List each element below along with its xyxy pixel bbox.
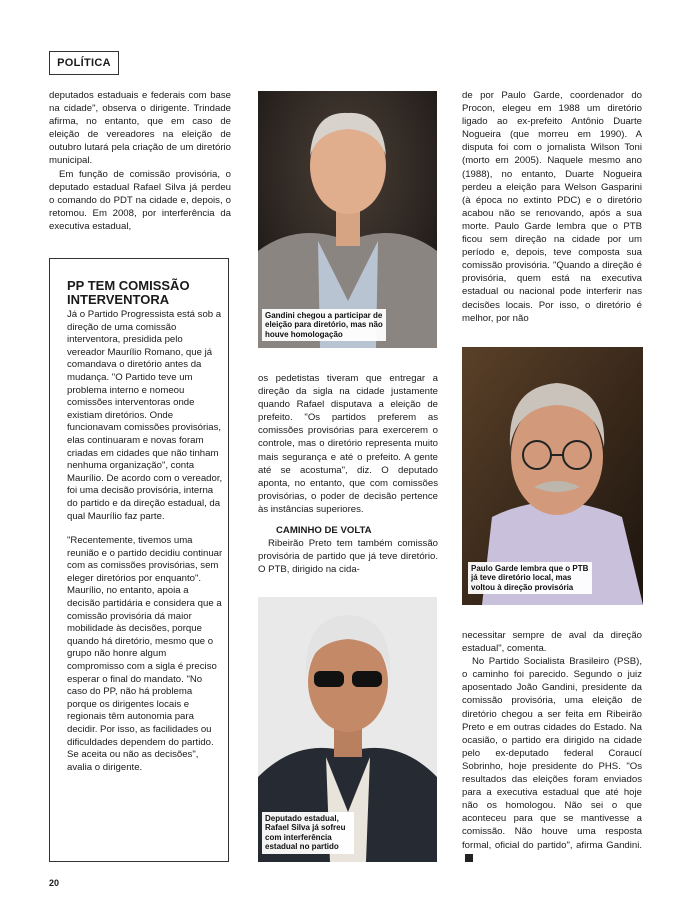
paragraph-text: No Partido Socialista Brasileiro (PSB), o caminho foi parecido. Segundo o juiz aposentado João Gandini, presidente da comissão provisória, uma eleição de diretório chegou a ser feita em Ribeirão Preto e em outras cidades do Estado. Na ocasião, o partido era dirigido na cidade pelo ex-deputado federal Coraucí Sobrinho, hoje presidente do PHS. "Os resultados das eleições foram enviados para a executiva estadual que até hoje não os homologou. Não sei o que aconteceu para que se mantivesse a comissão. Não houve uma resposta formal, oficial do partido", afirma Gandini. <box>462 656 642 851</box>
photo-gandini <box>258 91 437 348</box>
box-title: PP TEM COMISSÃO INTERVENTORA <box>67 278 190 307</box>
column-2-text <box>258 372 438 576</box>
photo-garde <box>462 347 643 605</box>
photo-caption: Paulo Garde lembra que o PTB já teve diretório local, mas voltou à direção provisória <box>468 562 592 594</box>
photo-caption: Gandini chegou a participar de eleição para diretório, mas não houve homologação <box>262 309 386 341</box>
photo-rafael <box>258 597 437 862</box>
subheading: CAMINHO DE VOLTA <box>276 525 372 537</box>
column-1-text <box>49 89 231 233</box>
end-mark-icon <box>465 854 473 862</box>
paragraph: "Recentemente, tivemos uma reunião e o partido decidiu continuar com as comissões provisórias, sem eleger diretórios por enquanto". Maurílio, no entanto, apoia a decisão partidária e considera que a comissão provisória dá maior mobilidade às decisões, porque quando há diretório, mesmo que o grupo não honre algum compromisso com a sigla é preciso esperar o final do mandato. "No caso do PP, não há problema porque os dirigentes locais e regionais têm autonomia para decidir. Por isso, as facilidades ou dificuldades dependem do partido. Se aceita ou não as decisões", avalia o dirigente. <box>67 535 223 773</box>
paragraph: de por Paulo Garde, coordenador do Procon, elegeu em 1988 um diretório ligado ao ex-prefeito Antônio Duarte Nogueira (que morreu em 1990). A disputa foi com o jornalista Wilson Toni (morto em 2005). Naquele mesmo ano (1988), no entanto, Duarte Nogueira perdeu a eleição para Welson Gasparini (à época no extinto PDC) e o diretório acabou não se renovando, após a sua morte. Paulo Garde lembra que o PTB ficou sem direção na cidade por um período e, depois, teve composta sua comissão provisória. "Quando a direção é provisória, quem está na executiva estadual ou nacional pode interferir nas decisões locais. Por isso, o diretório é melhor, por não <box>462 90 642 324</box>
paragraph <box>462 655 642 865</box>
paragraph: deputados estaduais e federais com base na cidade", observa o dirigente. Trindade afirma, no entanto, que em caso de eleição de vereadores na eleição de outubro lutará pela criação de um diretório municipal. <box>49 90 231 167</box>
section-tag: POLÍTICA <box>49 51 119 75</box>
paragraph: Já o Partido Progressista está sob a direção de uma comissão interventora, presidida pelo vereador Maurílio Romano, que já comandava o diretório antes da mudança. "O Partido teve um problema interno e nomeou comissões interventoras onde existiam diretórios. Onde funcionavam comissões provisórias, elas continuaram e novas foram criadas em cidades que não tinham nenhuma organização", conta Maurílio. De acordo com o vereador, foi uma decisão provisória, interna do partido e da direção estadual, da qual Maurílio faz parte. <box>67 309 223 522</box>
page-number: 20 <box>49 878 60 888</box>
paragraph: os pedetistas tiveram que entregar a direção da sigla na cidade justamente quando Rafael disputava a eleição de prefeito. "Os partidos preferem as comissões provisórias para exercerem o controle, mas o diretório representa muito mais segurança e até o prefeito. A gente até se acostuma", diz. O deputado aponta, no entanto, que com comissões provisórias, o poder de decisão pertence às instâncias superiores. <box>258 373 438 515</box>
paragraph: Em função de comissão provisória, o deputado estadual Rafael Silva já perdeu o comando do PDT na cidade e, depois, o retomou. Em 2008, por interferência da executiva estadual, <box>49 168 231 232</box>
paragraph: necessitar sempre de aval da direção estadual", comenta. <box>462 630 642 655</box>
column-3-text <box>462 89 642 325</box>
column-3-bottom-text <box>462 629 642 865</box>
photo-caption: Deputado estadual, Rafael Silva já sofreu com interferência estadual no partido <box>262 812 354 854</box>
paragraph: Ribeirão Preto tem também comissão provisória de partido que já teve diretório. O PTB, dirigido na cida- <box>258 538 438 576</box>
sidebar-box <box>49 258 229 862</box>
